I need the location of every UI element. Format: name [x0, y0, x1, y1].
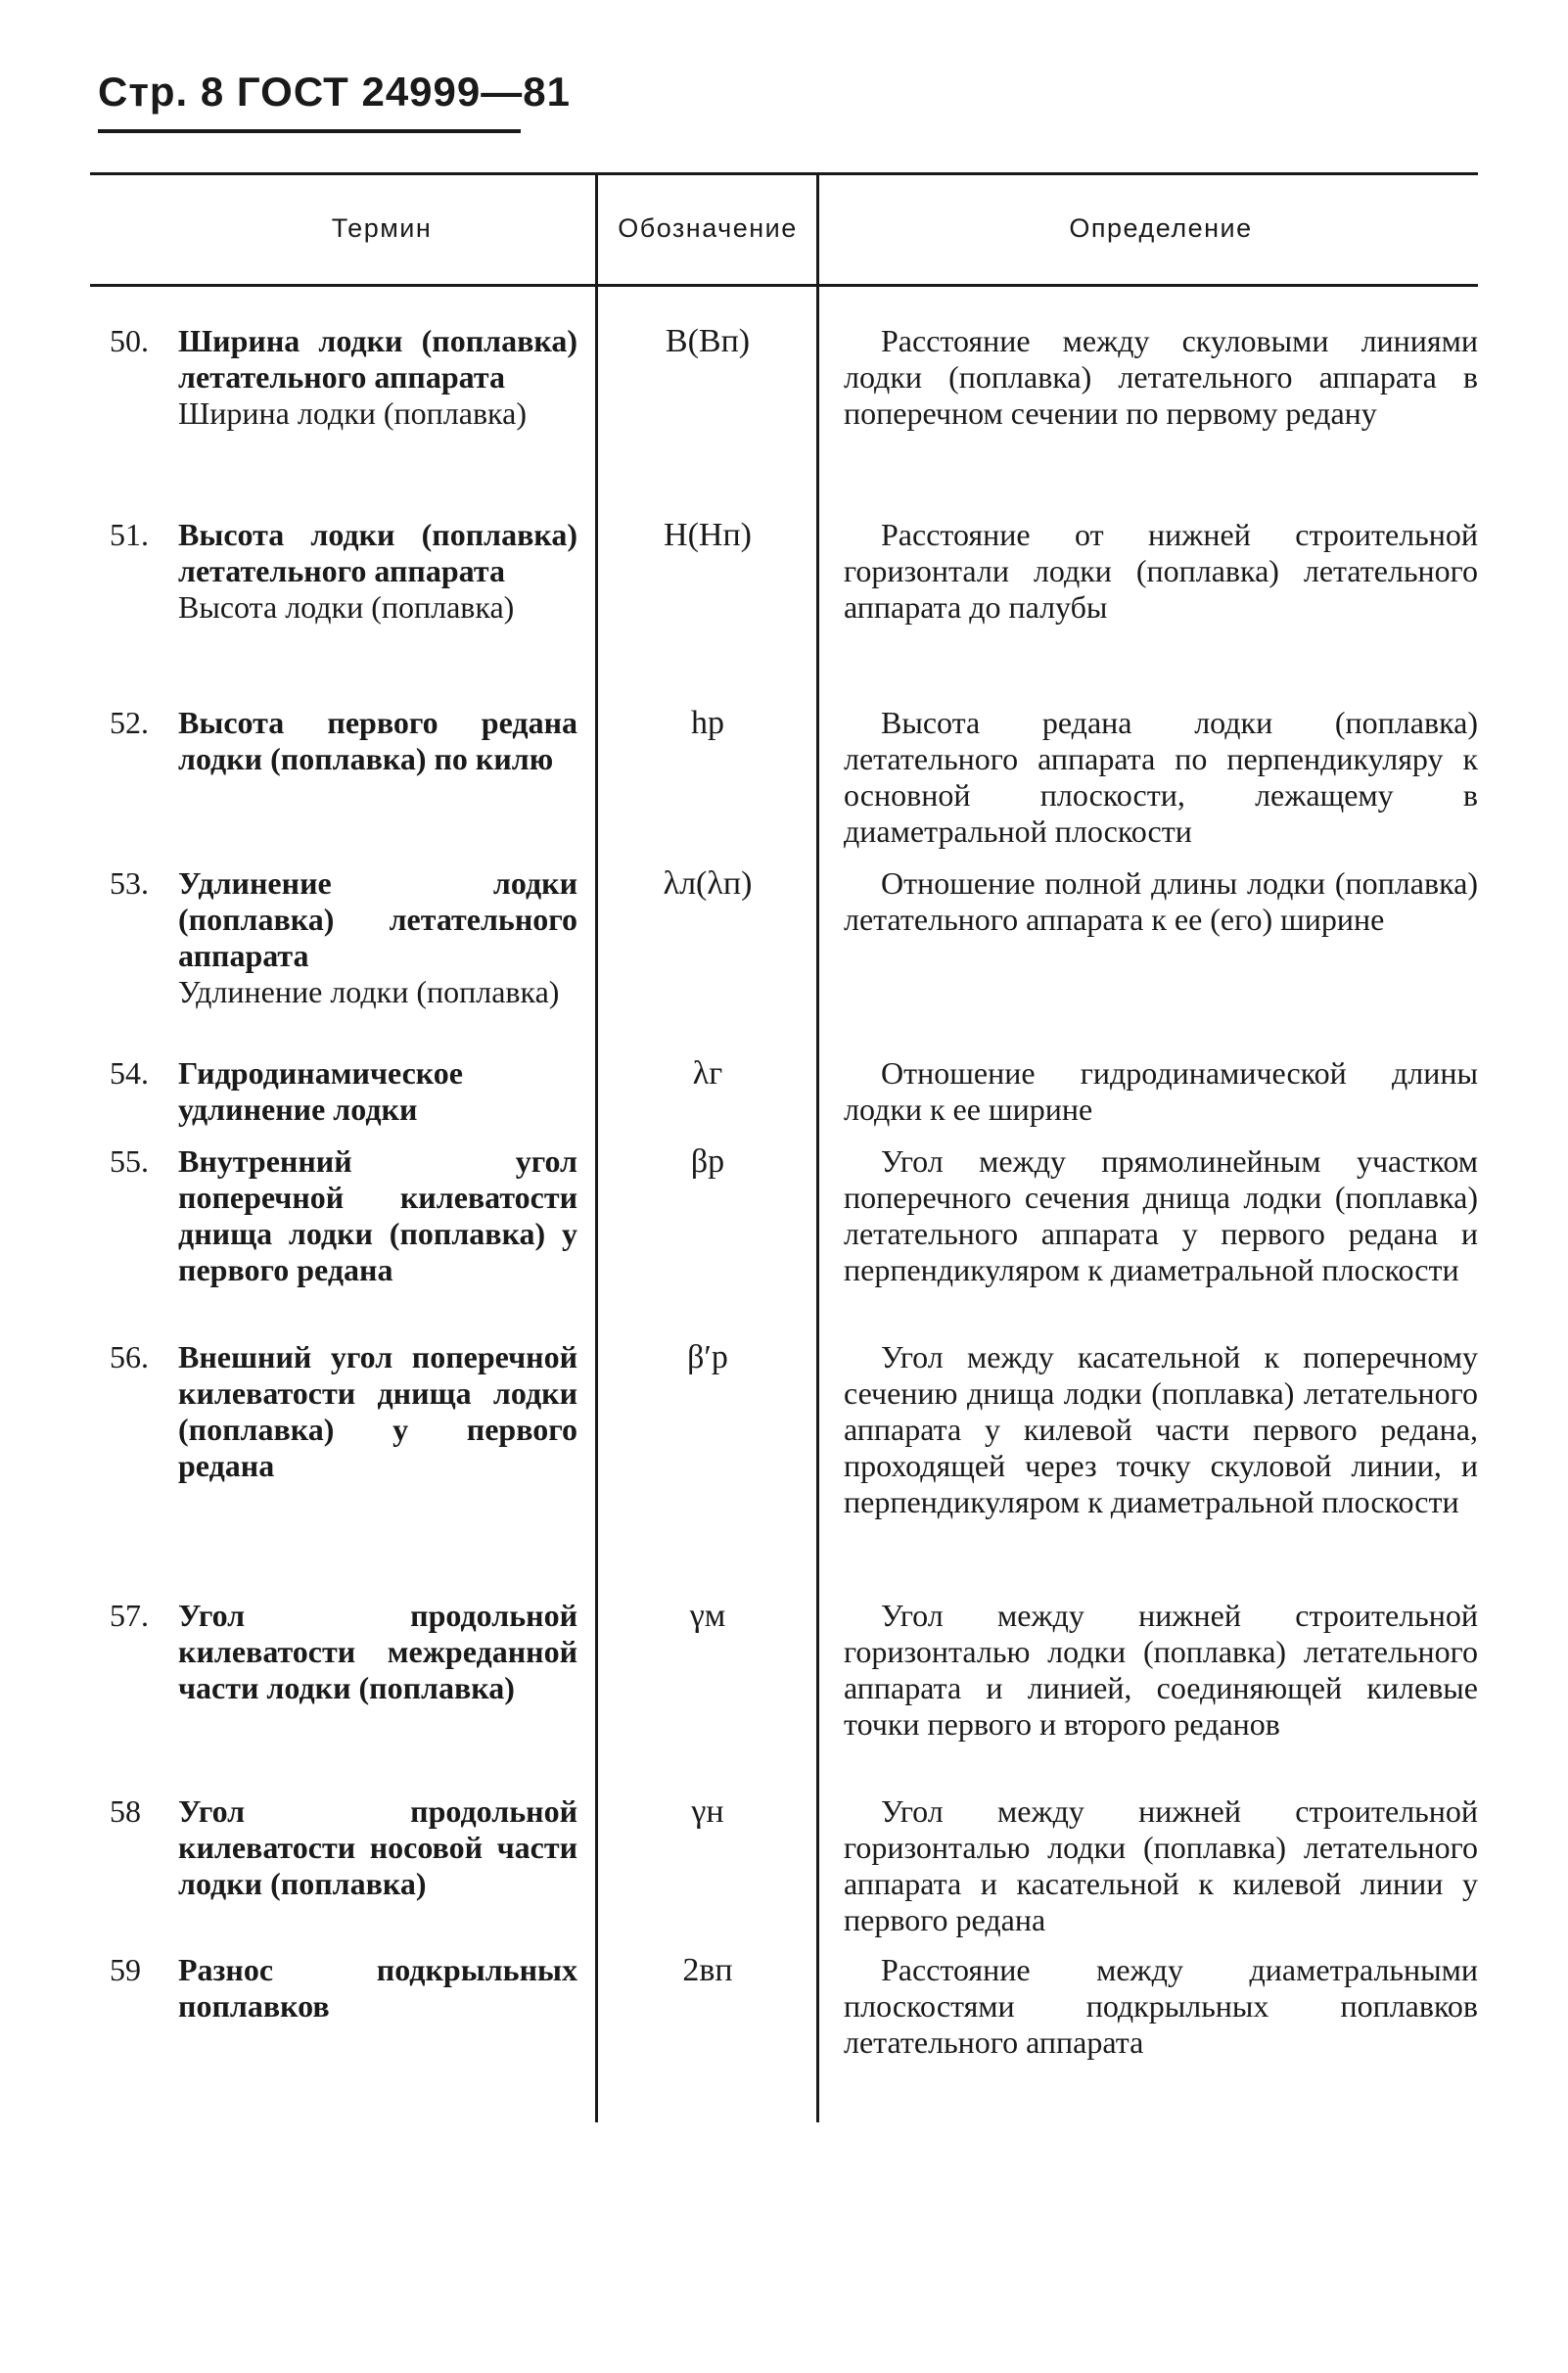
- entry-term: [178, 1793, 577, 1902]
- definition-text: Отношение гидродинамической длины лодки к ее ширине: [844, 1055, 1478, 1127]
- definition-text: Расстояние между скуловыми линиями лодки (поплавка) летательного аппарата в поперечном сечении по первому редану: [844, 323, 1478, 431]
- definition-text: Высота редана лодки (поплавка) летательного аппарата по перпендикуляру к основной плоскости, лежащему в диаметральной плоскости: [844, 705, 1478, 849]
- term-synonym: Ширина лодки (поплавка): [178, 396, 527, 431]
- column-divider-symbol: [816, 172, 819, 2122]
- column-header-definition: Определение: [1069, 213, 1253, 243]
- term-main: Удлинение лодки (поплавка) летательного аппарата: [178, 865, 577, 973]
- header-rule: [98, 129, 521, 133]
- entry-symbol: H(Hп): [664, 517, 752, 553]
- column-divider-term: [595, 172, 598, 2122]
- entry-term: [178, 517, 577, 626]
- entry-term: [178, 1952, 577, 2024]
- entry-term: [178, 323, 577, 432]
- entry-term: [178, 705, 577, 777]
- term-main: Разнос подкрыльных поплавков: [178, 1952, 577, 2024]
- term-main: Внешний угол поперечной килеватости днища лодки (поплавка) у первого редана: [178, 1339, 577, 1483]
- entry-number: 55.: [110, 1143, 149, 1179]
- entry-definition: [844, 1143, 1478, 1288]
- entry-symbol: λг: [692, 1055, 723, 1092]
- entry-number: 56.: [110, 1339, 149, 1374]
- term-synonym: Высота лодки (поплавка): [178, 589, 515, 625]
- entry-term: [178, 1598, 577, 1706]
- entry-number: 50.: [110, 323, 149, 358]
- entry-symbol: βр: [690, 1143, 725, 1180]
- entry-symbol: hр: [691, 705, 724, 741]
- entry-number: 51.: [110, 517, 149, 552]
- entry-number: 58: [110, 1793, 141, 1829]
- entry-term: [178, 1055, 577, 1128]
- term-synonym: Удлинение лодки (поплавка): [178, 974, 560, 1009]
- definition-text: Угол между нижней строительной горизонталью лодки (поплавка) летательного аппарата и линией, соединяющей килевые точки первого и второго реданов: [844, 1598, 1478, 1742]
- definition-text: Угол между прямолинейным участком поперечного сечения днища лодки (поплавка) летательного аппарата у первого редана и перпендикуляром к диаметральной плоскости: [844, 1143, 1478, 1287]
- entry-symbol: γм: [689, 1598, 726, 1634]
- definition-text: Отношение полной длины лодки (поплавка) летательного аппарата к ее (его) ширине: [844, 865, 1478, 937]
- entry-symbol: B(Bп): [665, 323, 751, 359]
- entry-number: 54.: [110, 1055, 149, 1091]
- entry-definition: [844, 517, 1478, 626]
- entry-symbol: 2вп: [682, 1952, 733, 1988]
- entry-term: [178, 1339, 577, 1484]
- page-header: Стр. 8 ГОСТ 24999—81: [98, 69, 571, 115]
- entry-symbol: β′р: [687, 1339, 728, 1375]
- definition-text: Угол между касательной к поперечному сечению днища лодки (поплавка) летательного аппарата у килевой части первого редана, проходящей через точку скуловой линии, и перпендикуляром к диаметральной плоскости: [844, 1339, 1478, 1519]
- entry-term: [178, 1143, 577, 1288]
- table-top-rule: [90, 172, 1478, 175]
- entry-number: 52.: [110, 705, 149, 740]
- term-main: Угол продольной килеватости носовой части лодки (поплавка): [178, 1793, 577, 1901]
- table-header-rule: [90, 284, 1478, 287]
- entry-number: 57.: [110, 1598, 149, 1633]
- definition-text: Расстояние от нижней строительной горизонтали лодки (поплавка) летательного аппарата до палубы: [844, 517, 1478, 625]
- entry-number: 59: [110, 1952, 141, 1987]
- definition-text: Угол между нижней строительной горизонталью лодки (поплавка) летательного аппарата и касательной к килевой линии у первого редана: [844, 1793, 1478, 1937]
- definition-text: Расстояние между диаметральными плоскостями подкрыльных поплавков летательного аппарата: [844, 1952, 1478, 2060]
- entry-term: [178, 865, 577, 1010]
- term-main: Высота первого редана лодки (поплавка) по килю: [178, 705, 577, 776]
- entry-definition: [844, 323, 1478, 432]
- term-main: Ширина лодки (поплавка) летательного аппарата: [178, 323, 577, 395]
- term-main: Высота лодки (поплавка) летательного аппарата: [178, 517, 577, 588]
- entry-symbol: λл(λп): [663, 865, 753, 902]
- term-main: Внутренний угол поперечной килеватости днища лодки (поплавка) у первого редана: [178, 1143, 577, 1287]
- entry-definition: [844, 1598, 1478, 1743]
- entry-definition: [844, 865, 1478, 938]
- entry-definition: [844, 1339, 1478, 1520]
- column-header-symbol: Обозначение: [618, 213, 798, 243]
- entry-number: 53.: [110, 865, 149, 901]
- column-header-term: Термин: [331, 213, 433, 243]
- entry-definition: [844, 1055, 1478, 1128]
- term-main: Угол продольной килеватости межреданной части лодки (поплавка): [178, 1598, 577, 1705]
- entry-symbol: γн: [691, 1793, 724, 1830]
- entry-definition: [844, 1793, 1478, 1938]
- entry-definition: [844, 705, 1478, 850]
- entry-definition: [844, 1952, 1478, 2061]
- term-main: Гидродинамическое удлинение лодки: [178, 1055, 463, 1127]
